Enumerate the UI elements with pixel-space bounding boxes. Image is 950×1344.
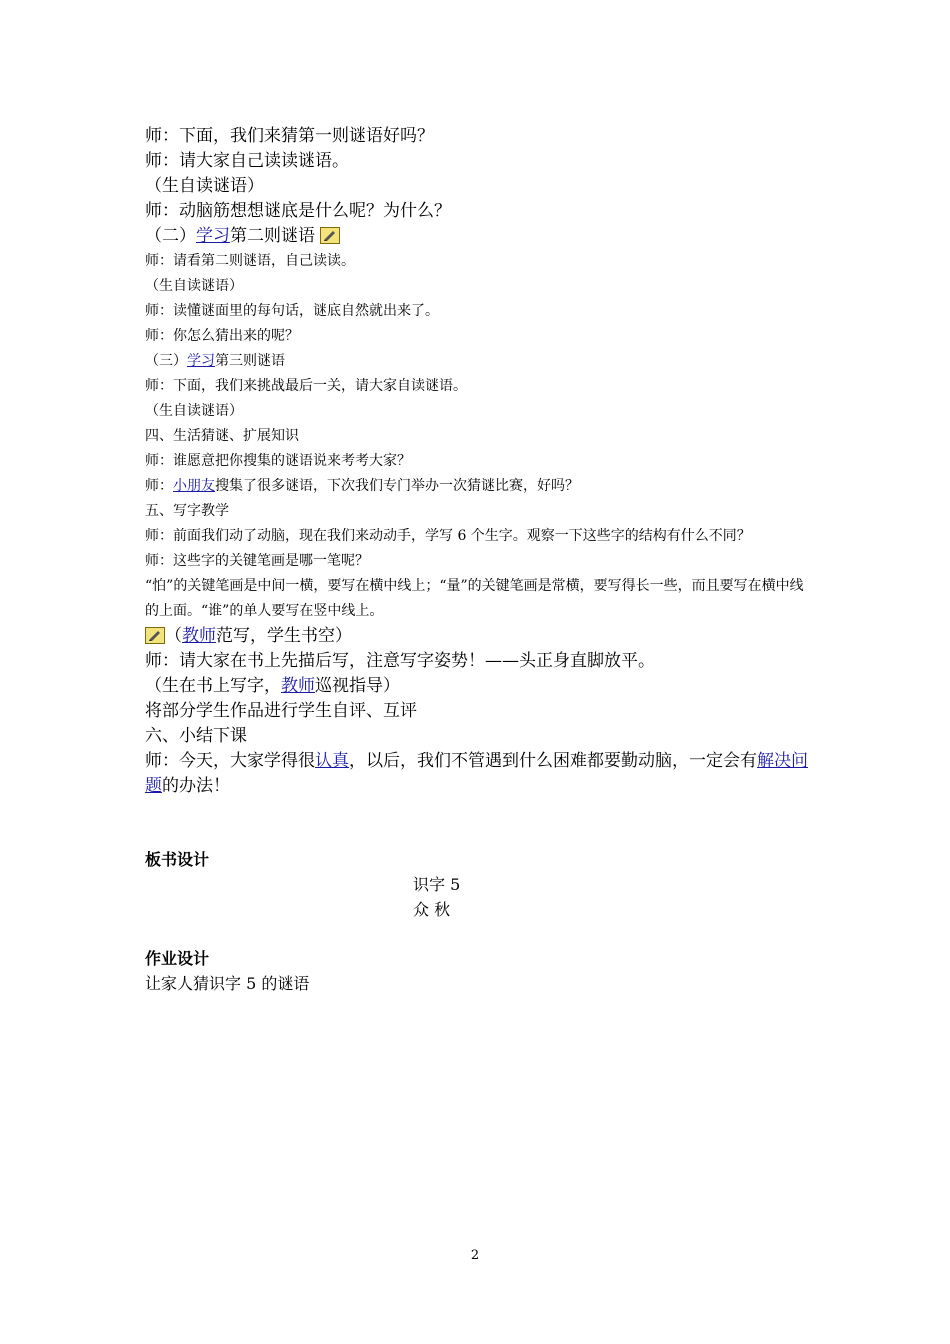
text-paragraph: “怕”的关键笔画是中间一横，要写在横中线上；“量”的关键笔画是常横，要写得长一些，而且要写在横中线的上面。“谁”的单人要写在竖中线上。: [145, 578, 804, 619]
text-span: （生在书上写字，: [145, 676, 281, 696]
link-serious[interactable]: 认真: [315, 751, 349, 771]
text-paragraph: 师：前面我们动了动脑，现在我们来动动手，学写 6 个生字。观察一下这些字的结构有什么不同？: [145, 528, 751, 544]
text-line: 师：请大家在书上先描后写，注意写字姿势！——头正身直脚放平。: [145, 651, 655, 671]
text-line: （生自读谜语）: [145, 176, 264, 196]
text-line: （生自读谜语）: [145, 278, 243, 294]
text-line: 师：下面，我们来猜第一则谜语好吗？: [145, 126, 434, 146]
text-span: ，以后，我们不管遇到什么困难都要勤动脑，一定会有: [349, 751, 757, 771]
spacer: [145, 922, 810, 946]
text-span: （二）: [145, 226, 196, 246]
link-study[interactable]: 学习: [196, 226, 230, 246]
text-line: 师：请大家自己读读谜语。: [145, 151, 349, 171]
homework-text: 让家人猜识字 5 的谜语: [145, 974, 310, 993]
link-kids[interactable]: 小朋友: [173, 478, 215, 494]
text-line: 六、小结下课: [145, 726, 247, 746]
text-line: [145, 624, 810, 649]
text-line: [145, 674, 810, 699]
text-line: 师：动脑筋想想谜底是什么呢？为什么？: [145, 201, 451, 221]
text-span: （: [165, 626, 182, 646]
edit-note-icon[interactable]: [145, 627, 165, 644]
text-paragraph: [145, 749, 810, 799]
text-span: 师：今天，大家学得很: [145, 751, 315, 771]
board-line: 识字 5: [413, 875, 461, 894]
text-span: 巡视指导）: [315, 676, 400, 696]
edit-note-icon[interactable]: [320, 227, 340, 244]
text-span: （三）: [145, 353, 187, 369]
text-span: 第三则谜语: [215, 353, 285, 369]
text-line: 师：这些字的关键笔画是哪一笔呢？: [145, 553, 369, 569]
text-span: 范写，学生书空）: [216, 626, 352, 646]
text-span: 第二则谜语: [230, 226, 315, 246]
text-span: 师：: [145, 478, 173, 494]
homework-heading: 作业设计: [145, 949, 210, 968]
spacer: [145, 799, 810, 847]
text-line: [145, 224, 810, 249]
text-line: （生自读谜语）: [145, 403, 243, 419]
text-line: 师：下面，我们来挑战最后一关，请大家自读谜语。: [145, 378, 467, 394]
text-span: 的办法！: [162, 776, 230, 796]
text-line: 师：请看第二则谜语，自己读读。: [145, 253, 355, 269]
link-study[interactable]: 学习: [187, 353, 215, 369]
document-body: [145, 124, 810, 996]
text-line: 四、生活猜谜、扩展知识: [145, 428, 299, 444]
text-line: 师：读懂谜面里的每句话，谜底自然就出来了。: [145, 303, 439, 319]
text-line: 将部分学生作品进行学生自评、互评: [145, 701, 417, 721]
board-design-heading: 板书设计: [145, 850, 210, 869]
page-number: 2: [470, 1248, 480, 1263]
text-line: 师：你怎么猜出来的呢？: [145, 328, 299, 344]
link-solve-problems[interactable]: 解决问题: [145, 751, 808, 796]
link-teacher[interactable]: 教师: [182, 626, 216, 646]
link-teacher[interactable]: 教师: [281, 676, 315, 696]
text-line: [145, 349, 810, 374]
text-line: 师：谁愿意把你搜集的谜语说来考考大家？: [145, 453, 411, 469]
text-line: [145, 474, 810, 499]
text-span: 搜集了很多谜语，下次我们专门举办一次猜谜比赛，好吗？: [215, 478, 579, 494]
text-line: 五、写字教学: [145, 503, 229, 519]
board-line: 众 秋: [413, 900, 451, 919]
